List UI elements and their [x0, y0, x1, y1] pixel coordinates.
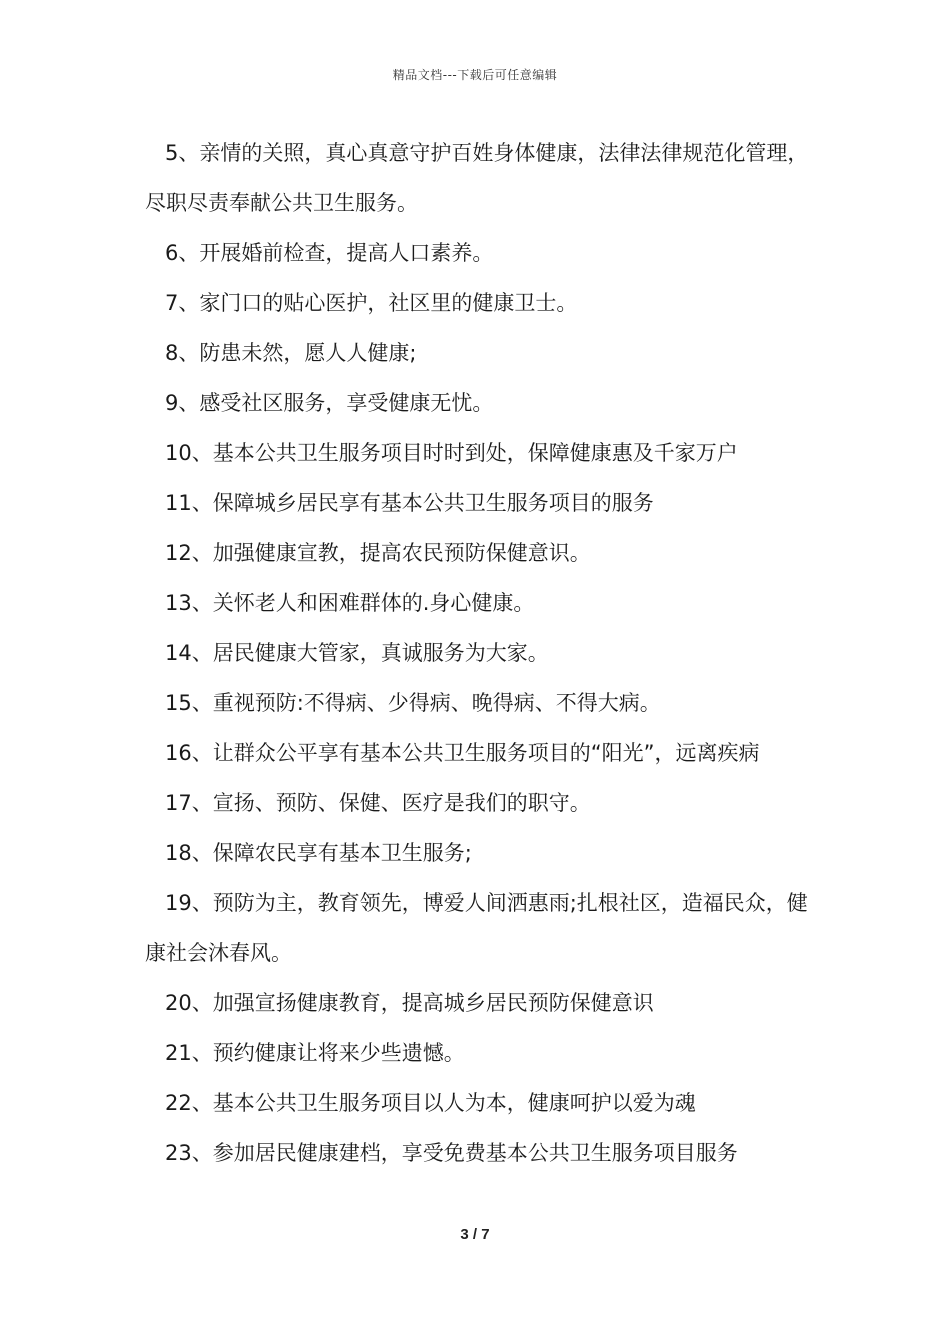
document-body — [145, 128, 825, 1178]
paragraph-item: 5、亲情的关照，真心真意守护百姓身体健康，法律法律规范化管理，尽职尽责奉献公共卫生服务。 — [145, 141, 809, 215]
paragraph-item: 7、家门口的贴心医护，社区里的健康卫士。 — [165, 291, 578, 315]
paragraph-item: 22、基本公共卫生服务项目以人为本，健康呵护以爱为魂 — [165, 1091, 696, 1115]
page-number: 3 / 7 — [460, 1226, 490, 1243]
paragraph-item: 19、预防为主，教育领先，博爱人间洒惠雨;扎根社区，造福民众，健康社会沐春风。 — [145, 891, 808, 965]
paragraph-item: 6、开展婚前检查，提高人口素养。 — [165, 241, 494, 265]
paragraph-item: 9、感受社区服务，享受健康无忧。 — [165, 391, 494, 415]
paragraph-item: 20、加强宣扬健康教育，提高城乡居民预防保健意识 — [165, 991, 654, 1015]
paragraph-item: 8、防患未然，愿人人健康; — [165, 341, 417, 365]
paragraph-item: 10、基本公共卫生服务项目时时到处，保障健康惠及千家万户 — [165, 441, 738, 465]
paragraph-item: 21、预约健康让将来少些遗憾。 — [165, 1041, 465, 1065]
page-header: 精品文档---下载后可任意编辑 — [392, 68, 558, 82]
paragraph-item: 15、重视预防:不得病、少得病、晚得病、不得大病。 — [165, 691, 661, 715]
paragraph-item: 16、让群众公平享有基本公共卫生服务项目的“阳光”，远离疾病 — [165, 741, 760, 765]
paragraph-item: 13、关怀老人和困难群体的.身心健康。 — [165, 591, 535, 615]
paragraph-item: 23、参加居民健康建档，享受免费基本公共卫生服务项目服务 — [165, 1141, 738, 1165]
paragraph-item: 17、宣扬、预防、保健、医疗是我们的职守。 — [165, 791, 591, 815]
paragraph-item: 18、保障农民享有基本卫生服务; — [165, 841, 472, 865]
paragraph-item: 11、保障城乡居民享有基本公共卫生服务项目的服务 — [165, 491, 654, 515]
paragraph-item: 14、居民健康大管家，真诚服务为大家。 — [165, 641, 549, 665]
paragraph-item: 12、加强健康宣教，提高农民预防保健意识。 — [165, 541, 591, 565]
